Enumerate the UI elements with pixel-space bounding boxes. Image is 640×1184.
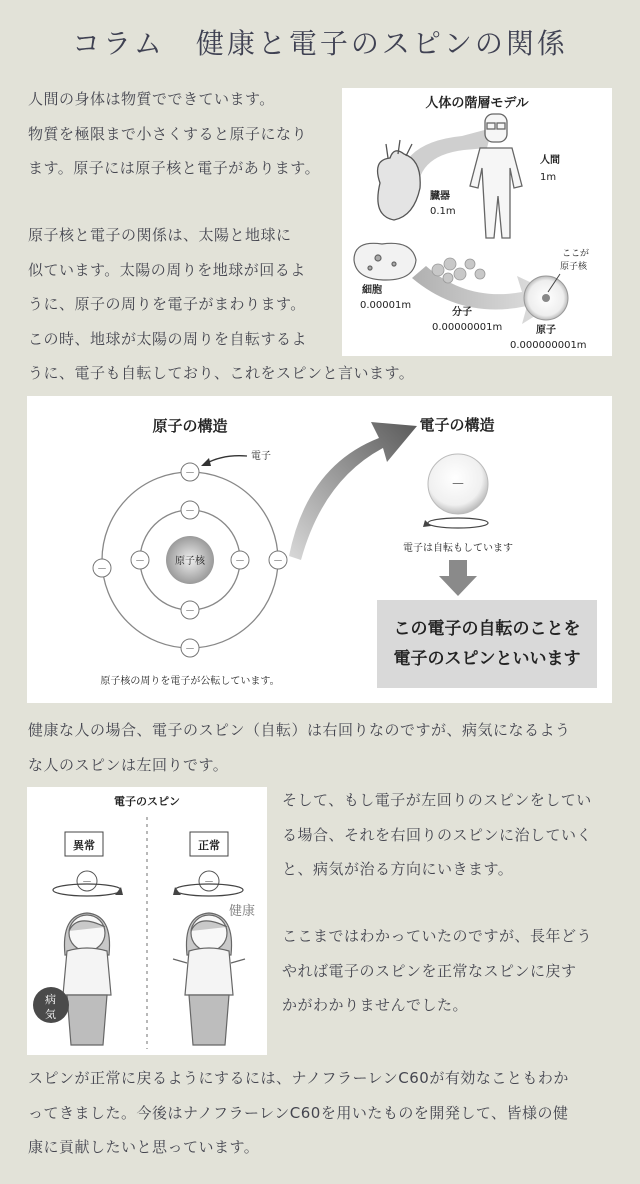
text-line: 健康な人の場合、電子のスピン（自転）は右回りなのですが、病気になるよう <box>28 721 571 739</box>
atom-structure-figure <box>27 396 612 703</box>
organ-size: 0.1m <box>430 206 456 217</box>
hierarchy-figure <box>342 88 612 356</box>
correction-paragraph <box>282 783 592 887</box>
text-line: な人のスピンは左回りです。 <box>28 755 229 774</box>
minus-sign: － <box>273 556 283 567</box>
text-line: る場合、それを右回りのスピンに治していく <box>282 825 593 844</box>
cell-label: 細胞 <box>362 285 382 296</box>
electron-pointer <box>205 456 247 464</box>
human-size: 1m <box>540 172 557 183</box>
minus-sign: － <box>82 877 92 888</box>
atom-size: 0.000000001m <box>510 340 587 351</box>
text-line: ってきました。今後はナノフラーレンC60を用いたものを開発して、皆様の健 <box>28 1103 569 1122</box>
human-label: 人間 <box>540 155 560 166</box>
nucleus-note-line: ここが <box>562 249 590 259</box>
text-line: ます。原子には原子核と電子があります。 <box>28 159 321 177</box>
spin-caption: 電子は自転もしています <box>403 543 513 554</box>
revolution-caption: 原子核の周りを電子が公転しています。 <box>100 676 280 687</box>
atom-structure-title: 原子の構造 <box>152 417 228 435</box>
unknown-method-paragraph <box>282 919 592 1023</box>
minus-sign: － <box>97 564 107 575</box>
box-line: この電子の自転のことを <box>393 619 581 639</box>
text-line: やれば電子のスピンを正常なスピンに戻す <box>282 961 577 980</box>
nucleus-note-line: 原子核 <box>560 262 588 272</box>
down-arrow-icon <box>439 560 477 596</box>
text-line: 人間の身体は物質でできています。 <box>28 90 275 108</box>
minus-sign: － <box>185 468 195 479</box>
molecule-size: 0.00000001m <box>432 322 503 333</box>
abnormal-label: 異常 <box>73 839 95 852</box>
c60-paragraph <box>28 1061 569 1165</box>
sick-char: 病 <box>45 993 56 1006</box>
electron-minus: － <box>451 477 465 493</box>
cell-size: 0.00001m <box>360 300 412 311</box>
text-line: この時、地球が太陽の周りを自転するよ <box>28 329 308 348</box>
electron-structure-title: 電子の構造 <box>419 416 495 434</box>
heart-organ-icon <box>378 140 421 220</box>
minus-sign: － <box>185 506 195 517</box>
box-line: 電子のスピンといいます <box>393 649 581 669</box>
sick-char: 気 <box>45 1008 56 1021</box>
minus-sign: － <box>235 556 245 567</box>
intro-paragraph <box>28 82 320 186</box>
electron-label: 電子 <box>251 451 271 462</box>
nucleus-dot <box>542 294 550 302</box>
spin-definition-box <box>377 600 597 688</box>
normal-label: 正常 <box>198 839 220 852</box>
text-line: と、病気が治る方向にいきます。 <box>282 860 514 878</box>
text-line: スピンが正常に戻るようにするには、ナノフラーレンC60が有効なこともわか <box>28 1069 569 1087</box>
big-curved-arrow <box>289 422 417 560</box>
text-line: 似ています。太陽の周りを地球が回るよ <box>28 260 306 279</box>
spin-figure-title: 電子のスピン <box>114 795 180 808</box>
atom-label: 原子 <box>536 325 556 336</box>
spin-comparison-figure <box>27 787 267 1055</box>
cell-icon <box>354 243 416 280</box>
text-line: ここまではわかっていたのですが、長年どう <box>282 927 593 945</box>
minus-sign: － <box>185 644 195 655</box>
molecule-label: 分子 <box>452 307 472 318</box>
text-line: うに、原子の周りを電子がまわります。 <box>28 295 306 313</box>
nucleus-label: 原子核 <box>175 556 205 567</box>
text-line: 康に貢献したいと思っています。 <box>28 1138 260 1156</box>
sick-person-illustration <box>63 913 111 1045</box>
electron-pointer-head <box>201 458 211 466</box>
healthy-label: 健康 <box>229 904 256 919</box>
spin-ring <box>428 518 488 528</box>
text-line: かがわかりませんでした。 <box>282 996 469 1014</box>
text-line: うに、電子も自転しており、これをスピンと言います。 <box>28 364 415 382</box>
minus-sign: － <box>204 877 214 888</box>
text-line: 物質を極限まで小さくすると原子になり <box>28 124 308 143</box>
hierarchy-title: 人体の階層モデル <box>425 96 529 111</box>
page-title: コラム 健康と電子のスピンの関係 <box>72 27 568 60</box>
text-line: そして、もし電子が左回りのスピンをしてい <box>282 791 592 809</box>
minus-sign: － <box>185 606 195 617</box>
organ-label: 臓器 <box>430 191 450 202</box>
minus-sign: － <box>135 556 145 567</box>
healthy-person-illustration <box>173 913 245 1045</box>
spin-direction-paragraph <box>28 713 571 782</box>
text-line: 原子核と電子の関係は、太陽と地球に <box>28 226 292 244</box>
